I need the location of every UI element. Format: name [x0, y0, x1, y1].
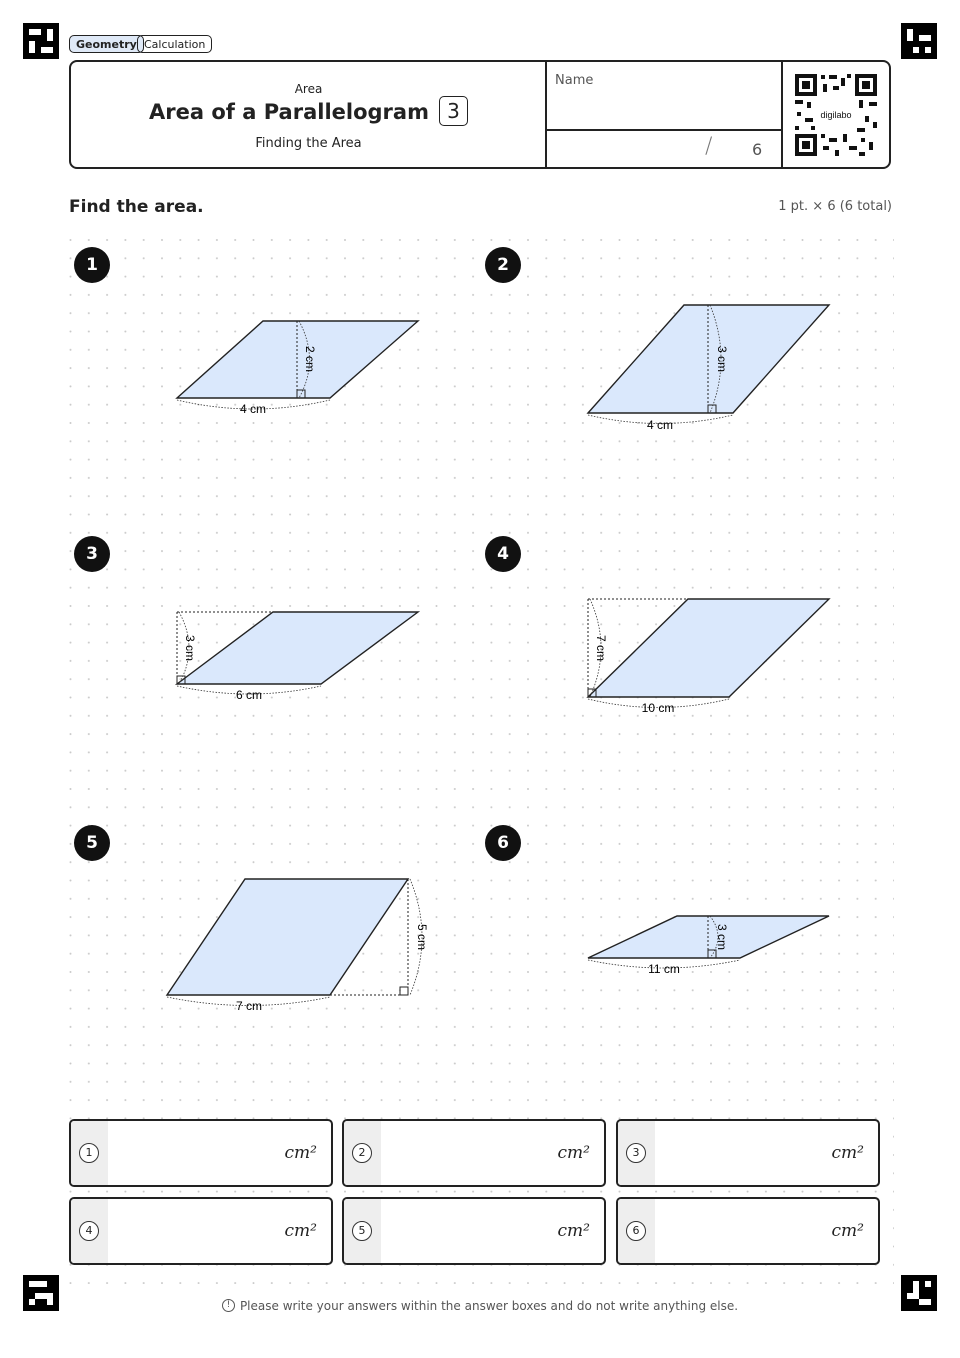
- height-label-4: 7 cm: [594, 634, 608, 662]
- tag-calculation: Calculation: [137, 35, 212, 53]
- name-label: Name: [555, 73, 594, 88]
- answer-unit-2: cm²: [557, 1143, 590, 1163]
- base-label-4: 10 cm: [641, 701, 675, 715]
- height-label-3: 3 cm: [183, 634, 197, 662]
- question-number-5: 5: [74, 825, 110, 861]
- answer-box-2[interactable]: [342, 1119, 606, 1187]
- question-number-3: 3: [74, 536, 110, 572]
- height-label-6: 3 cm: [715, 923, 729, 951]
- instruction: Find the area.: [69, 197, 204, 217]
- parallelogram-1: [177, 321, 418, 416]
- answer-unit-5: cm²: [557, 1221, 590, 1241]
- height-label-1: 2 cm: [303, 345, 317, 373]
- height-label-2: 3 cm: [715, 345, 729, 373]
- parallelogram-3: [177, 612, 418, 702]
- base-label-1: 4 cm: [239, 402, 267, 416]
- parallelogram-5: [167, 879, 429, 1013]
- question-number-6: 6: [485, 825, 521, 861]
- answer-unit-4: cm²: [284, 1221, 317, 1241]
- base-label-3: 6 cm: [235, 688, 263, 702]
- points-info: 1 pt. × 6 (6 total): [778, 199, 892, 214]
- answer-number-1: 1: [79, 1143, 99, 1163]
- answer-box-6[interactable]: [616, 1197, 880, 1265]
- answer-number-6: 6: [626, 1221, 646, 1241]
- answer-box-3[interactable]: [616, 1119, 880, 1187]
- answer-unit-1: cm²: [284, 1143, 317, 1163]
- subtitle: Finding the Area: [255, 136, 362, 151]
- answer-number-4: 4: [79, 1221, 99, 1241]
- base-label-5: 7 cm: [235, 999, 263, 1013]
- answer-box-5[interactable]: [342, 1197, 606, 1265]
- question-number-4: 4: [485, 536, 521, 572]
- answer-unit-6: cm²: [831, 1221, 864, 1241]
- info-icon: !: [222, 1299, 235, 1312]
- worksheet-number: 3: [439, 96, 468, 126]
- base-label-6: 11 cm: [648, 962, 680, 976]
- parallelogram-4: [588, 599, 829, 715]
- answer-box-4[interactable]: [69, 1197, 333, 1265]
- parallelogram-6: [588, 916, 829, 976]
- footer-text: Please write your answers within the answer boxes and do not write anything else.: [239, 1299, 739, 1313]
- question-number-2: 2: [485, 247, 521, 283]
- category-label: Area: [294, 82, 323, 96]
- answer-box-1[interactable]: [69, 1119, 333, 1187]
- answer-number-2: 2: [352, 1143, 372, 1163]
- height-label-5: 5 cm: [415, 923, 429, 951]
- tag-geometry: Geometry: [69, 35, 144, 53]
- base-label-2: 4 cm: [646, 418, 674, 432]
- footer-note: [0, 1299, 960, 1313]
- qr-label: digilabo: [820, 110, 852, 120]
- title-text: Area of a Parallelogram: [149, 100, 429, 124]
- question-number-1: 1: [74, 247, 110, 283]
- answer-number-3: 3: [626, 1143, 646, 1163]
- parallelogram-2: [588, 305, 829, 432]
- answer-unit-3: cm²: [831, 1143, 864, 1163]
- answer-number-5: 5: [352, 1221, 372, 1241]
- score-total: 6: [752, 140, 763, 159]
- score-separator: /: [705, 134, 713, 159]
